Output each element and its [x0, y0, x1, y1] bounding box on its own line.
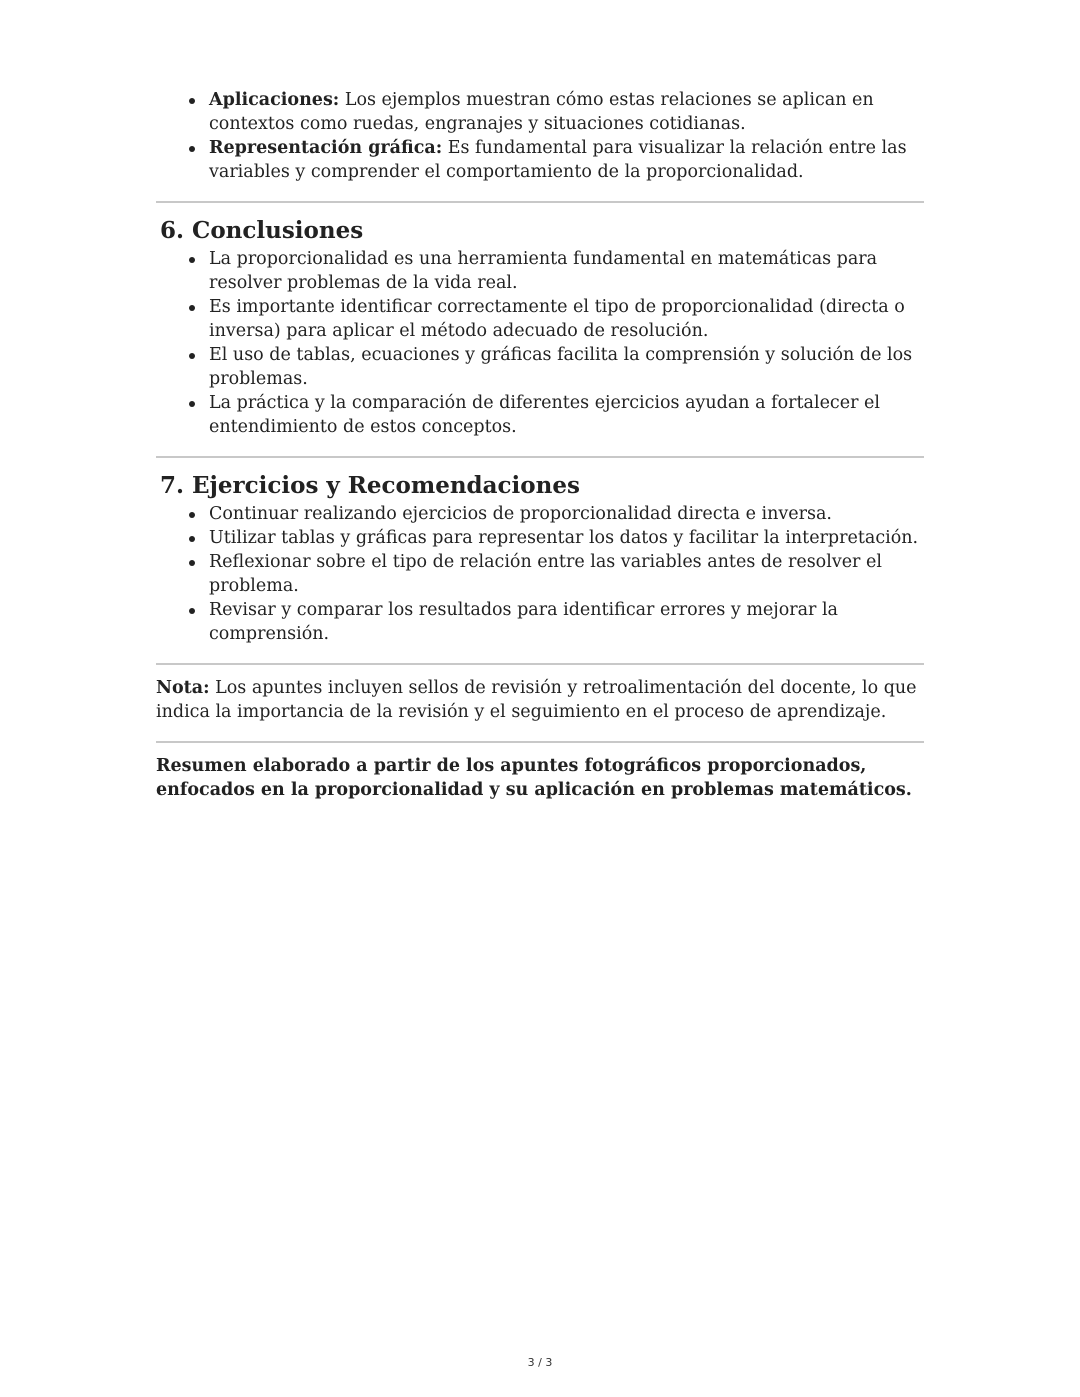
ejercicios-list [156, 502, 924, 646]
divider [156, 456, 924, 458]
list-item: Continuar realizando ejercicios de proporcionalidad directa e inversa. [209, 502, 924, 526]
note-text: Los apuntes incluyen sellos de revisión y retroalimentación del docente, lo que indica la importancia de la revisión y el seguimiento en el proceso de aprendizaje. [156, 678, 917, 722]
list-item: Revisar y comparar los resultados para identificar errores y mejorar la comprensión. [209, 598, 924, 646]
note-paragraph [156, 676, 924, 724]
list-item: La práctica y la comparación de diferentes ejercicios ayudan a fortalecer el entendimiento de estos conceptos. [209, 391, 924, 439]
list-item [209, 136, 924, 184]
document-page [156, 88, 924, 802]
conclusiones-list [156, 247, 924, 439]
list-item: Reflexionar sobre el tipo de relación entre las variables antes de resolver el problema. [209, 550, 924, 598]
list-item [209, 88, 924, 136]
summary-paragraph [156, 754, 924, 802]
page-number: 3 / 3 [527, 1356, 553, 1369]
item-label: Aplicaciones: [209, 90, 340, 110]
item-label: Representación gráfica: [209, 138, 443, 158]
section-heading-ejercicios: 7. Ejercicios y Recomendaciones [160, 472, 580, 499]
note-label: Nota: [156, 678, 210, 698]
list-item: Utilizar tablas y gráficas para representar los datos y facilitar la interpretación. [209, 526, 924, 550]
divider [156, 201, 924, 203]
item-text: Los ejemplos muestran cómo estas relaciones se aplican en contextos como ruedas, engranajes y situaciones cotidianas. [209, 90, 874, 134]
item-text: Es fundamental para visualizar la relación entre las variables y comprender el comportamiento de la proporcionalidad. [209, 138, 907, 182]
list-item: La proporcionalidad es una herramienta fundamental en matemáticas para resolver problemas de la vida real. [209, 247, 924, 295]
divider [156, 741, 924, 743]
list-item: Es importante identificar correctamente el tipo de proporcionalidad (directa o inversa) para aplicar el método adecuado de resolución. [209, 295, 924, 343]
summary-text: Resumen elaborado a partir de los apuntes fotográficos proporcionados, enfocados en la proporcionalidad y su aplicación en problemas matemáticos. [156, 756, 912, 800]
divider [156, 663, 924, 665]
top-bullet-list [156, 88, 924, 184]
section-heading-conclusiones: 6. Conclusiones [160, 217, 364, 244]
list-item: El uso de tablas, ecuaciones y gráficas facilita la comprensión y solución de los problemas. [209, 343, 924, 391]
